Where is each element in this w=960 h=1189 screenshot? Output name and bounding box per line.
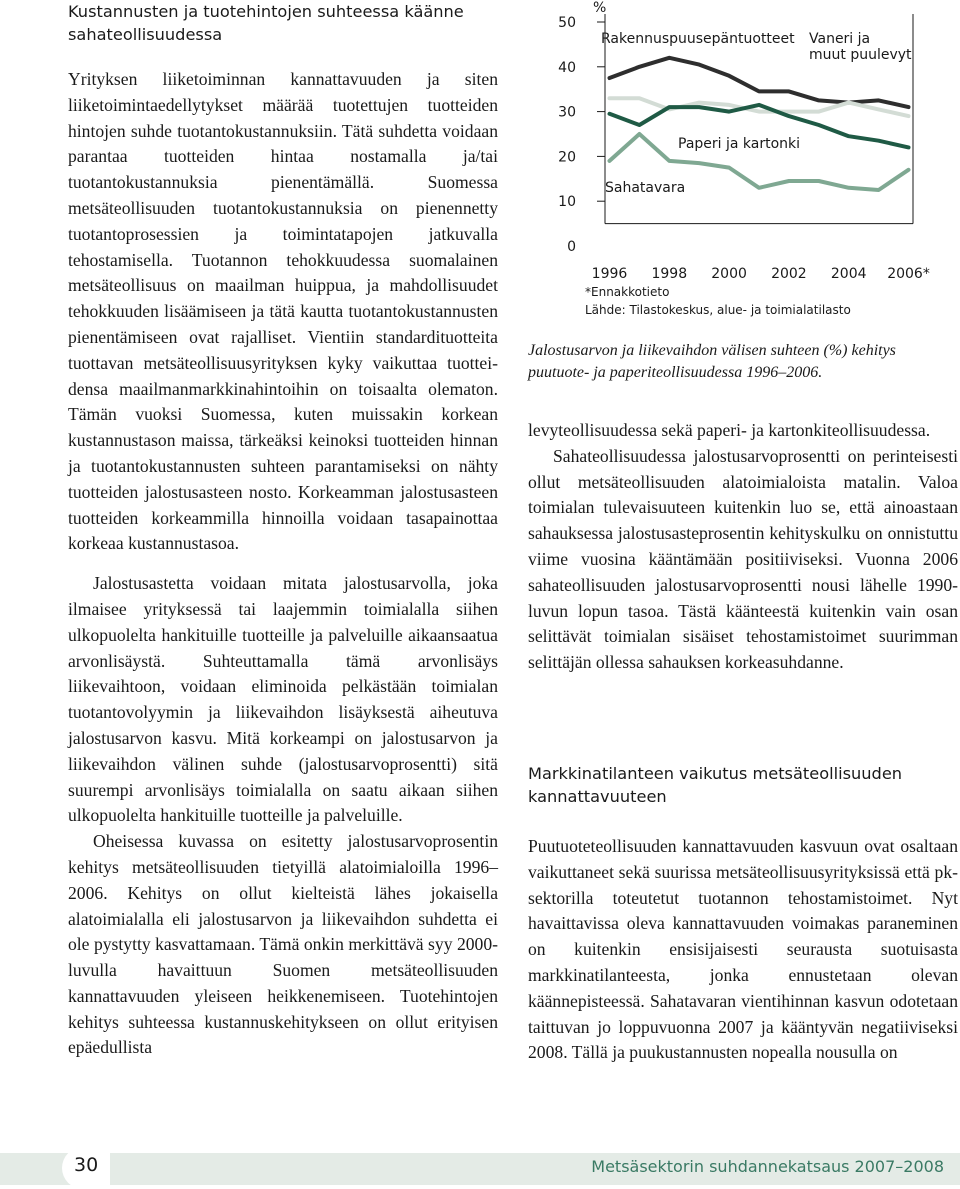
caption-line: puutuote- ja paperiteollisuudessa 1996–2006.	[528, 364, 823, 381]
paragraph: Sahateollisuudessa jalostusarvoprosentti on perinteisesti ollut metsäteollisuuden alatoimialoista matalin. Valoa toimialan tulevaisuuteen kuitenkin luo se, että ainoastaan sahauksessa jalostusasteprosentin kehityskulku on onnistuttu viime vuosina kääntämään positiiviseksi. Vuonna 2006 sahateollisuuden jalostusarvoprosentti nousi lähelle 1990-luvun lopun tasoa. Tästä käänteestä kuitenkin vain osan selittävät toimialan sisäiset tehostamistoimet suurimman selittäjän ollessa sahauksen korkeasuhdanne.	[528, 445, 958, 673]
x-tick-label: 2006*	[887, 266, 930, 282]
y-tick-labels	[558, 15, 576, 255]
paragraph: Jalostusastetta voidaan mitata jalostusarvolla, joka ilmaisee yrityksessä tai laajemmin toimialalla siihen ulkopuolelta hankituille tuotteille ja palveluille aikaansaatua arvonlisäystä. Suhteuttamalla tämä arvonlisäys liikevaihtoon, voidaan eliminoida pelkästään toimialan tuotantovolyymin ja liikevaihdon lisäyksestä aiheutuva jalostusarvon kasvu. Mitä korkeampi on jalostusarvon ja liikevaihdon välinen suhde (jalostusarvoprosentti) sitä suurempi arvonlisäys toimialalla on saatu aikaan siihen ulkopuolelta hankituille tuotteille ja palveluille.	[68, 573, 498, 826]
publication-title: Metsäsektorin suhdannekatsaus 2007–2008	[591, 1157, 944, 1176]
left-body-text	[68, 67, 498, 1061]
paragraph: Puutuoteteollisuuden kannattavuuden kasvuun ovat osaltaan vaikuttaneet sekä suurissa metsäteollisuusyrityksissä että pk-sektorilla toteutetut tuotannon tehostamistoimet. Nyt havaittavissa oleva kannattavuuden voimakas paraneminen on kuitenkin ensisijaisesti seurausta suotuisasta markkinatilanteesta, jonka ennustetaan olevan käännepisteessä. Sahatavaran vientihinnan kasvun odotetaan taittuvan jo loppuvuonna 2007 ja kääntyvän negatiiviseksi 2008. Tällä ja puukustannusten nopealla nousulla on	[528, 836, 958, 1063]
right-body-text-top	[528, 418, 958, 676]
series-label-saha: Sahatavara	[605, 180, 686, 196]
right-body-text-bottom	[528, 834, 958, 1066]
y-tick-label: 40	[558, 59, 576, 76]
y-tick-label: 30	[558, 104, 576, 121]
series-label-vaneri-line1: Vaneri ja	[809, 31, 871, 47]
y-tick-label: 50	[558, 15, 576, 31]
figure-caption	[528, 340, 958, 384]
y-tick-label: 0	[567, 239, 576, 255]
series-label-vaneri-line2: muut puulevyt	[809, 47, 912, 63]
chart-source: Lähde: Tilastokeskus, alue- ja toimialatilasto	[585, 303, 851, 317]
series-label-rakennus: Rakennuspuusepäntuotteet	[601, 31, 795, 47]
paragraph: levyteollisuudessa sekä paperi- ja kartonkiteollisuudessa.	[528, 420, 931, 440]
x-tick-label: 1996	[591, 266, 628, 282]
line-chart	[555, 0, 955, 320]
x-tick-label: 2000	[711, 266, 747, 282]
paragraph: Yrityksen liiketoiminnan kannattavuuden ja siten liiketoimintaedellytykset määrää tuotettujen tuotteiden hintojen suhde tuotantokustannuksiin. Tätä suhdetta voidaan parantaa tuotteiden hintaa nostamalla ja/tai tuotantokustannuksia pienentämällä. Suomessa metsäteollisuuden tuotantokustannuksia on pienennetty tuotantoprosessien ja toimintatapojen jatkuvalla tehostamisella. Tuotannon tehokkuudessa suomalainen metsäteollisuus on maailman huippua, ja mahdollisuudet tehokkuuden lisäämiseen ja tätä kautta tuotantokustannusten pienentämiseen ovat rajalliset. Vientiin standardituotteita tuottavan metsäteollisuusyrityksen kyky vaikuttaa tuotteidensa maailmanmarkkinahintoihin on toisaalta olematon. Tämän vuoksi Suomessa, kuten muissakin korkean kustannustason maissa, tärkeäksi keinoksi tuotteiden hinnan ja tuotantokustannusten suhteen parantamiseksi on nähty tuotteiden jalostusasteen nosto. Korkeamman jalostusasteen tuotteiden korkeammilla hinnoilla voidaan tasapainottaa korkeaa kustannustasoa.	[68, 69, 498, 554]
series-label-paperi: Paperi ja kartonki	[678, 136, 801, 152]
x-tick-labels	[592, 266, 930, 282]
y-tick-label: 20	[558, 149, 576, 166]
heading-line: Markkinatilanteen vaikutus metsäteollisuuden	[528, 764, 903, 783]
caption-line: Jalostusarvon ja liikevaihdon välisen suhteen (%) kehitys	[528, 342, 896, 359]
section-heading-market	[528, 762, 958, 808]
section-heading-costs	[68, 0, 498, 46]
page-number: 30	[74, 1154, 99, 1176]
chart-footnote: *Ennakkotieto	[585, 285, 670, 299]
heading-line: sahateollisuudessa	[68, 25, 223, 44]
y-axis-unit: %	[593, 0, 607, 16]
x-tick-label: 2002	[771, 266, 807, 282]
paragraph: Oheisessa kuvassa on esitetty jalostusarvoprosentin kehitys metsäteollisuuden tietyillä alatoimialoilla 1996–2006. Kehitys on ollut kielteistä lähes jokaisella alatoimialalla eli jalostusarvon ja liikevaihdon suhdetta ei ole pystytty kasvattamaan. Tämä onkin merkittävä syy 2000-luvulla havaittuun Suomen metsäteollisuuden kannattavuuden yleiseen heikkenemiseen. Tuotehintojen kehitys suhteessa kustannuskehitykseen on ollut erityisen epäedullista	[68, 831, 498, 1058]
y-tick-label: 10	[558, 194, 576, 211]
heading-line: Kustannusten ja tuotehintojen suhteessa käänne	[68, 2, 464, 21]
series-line-rakennuspuusepäntuotteet	[610, 58, 909, 107]
x-tick-label: 1998	[651, 266, 688, 282]
chart-canvas	[555, 0, 955, 320]
chart-series	[610, 58, 909, 190]
heading-line: kannattavuuteen	[528, 787, 667, 806]
x-tick-label: 2004	[830, 266, 867, 282]
